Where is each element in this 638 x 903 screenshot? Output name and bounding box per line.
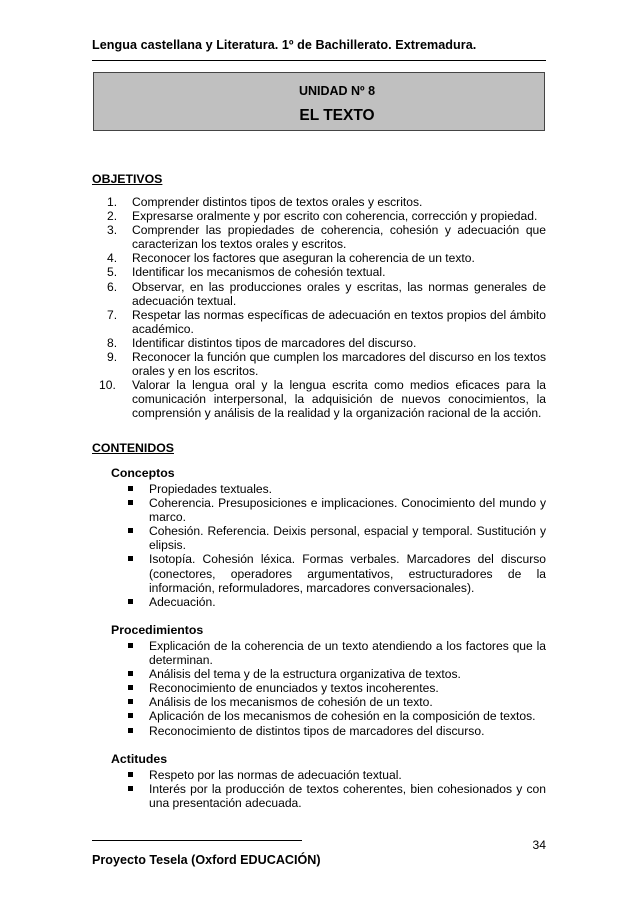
bullet-square-icon <box>128 528 133 533</box>
bullet-square-icon <box>128 772 133 777</box>
page-footer: Proyecto Tesela (Oxford EDUCACIÓN) <box>92 853 321 867</box>
objetivo-item: 2. Expresarse oralmente y por escrito con coherencia, corrección y propiedad. <box>107 209 538 224</box>
list-item: Reconocimiento de distintos tipos de marcadores del discurso. <box>120 724 546 738</box>
bullet-square-icon <box>128 671 133 676</box>
list-item: Análisis del tema y de la estructura organizativa de textos. <box>120 667 546 681</box>
conceptos-list <box>120 482 546 609</box>
objetivo-item: 10. Valorar la lengua oral y la lengua escrita como medios eficaces para la comunicación interpersonal, la adquisición de nuevos conocimientos, la comprensión y análisis de la realidad y la organización racional de la acción. <box>99 378 546 421</box>
page-header: Lengua castellana y Literatura. 1º de Bachillerato. Extremadura. <box>92 38 477 52</box>
list-item: Coherencia. Presuposiciones e implicaciones. Conocimiento del mundo y marco. <box>120 496 546 524</box>
contenidos-heading: CONTENIDOS <box>92 441 174 455</box>
procedimientos-heading: Procedimientos <box>111 623 204 637</box>
bullet-square-icon <box>128 699 133 704</box>
objetivo-item: 5. Identificar los mecanismos de cohesión textual. <box>107 265 386 280</box>
list-item: Propiedades textuales. <box>120 482 546 496</box>
unit-title: EL TEXTO <box>299 107 375 124</box>
objetivo-item: 4. Reconocer los factores que aseguran la coherencia de un texto. <box>107 251 475 266</box>
list-item: Adecuación. <box>120 595 546 609</box>
page-number: 34 <box>532 838 546 852</box>
bullet-square-icon <box>128 685 133 690</box>
bullet-square-icon <box>128 786 133 791</box>
bullet-square-icon <box>128 713 133 718</box>
actitudes-heading: Actitudes <box>111 752 168 766</box>
unit-number: UNIDAD Nº 8 <box>298 84 376 98</box>
unit-title-box <box>93 72 545 131</box>
bullet-square-icon <box>128 643 133 648</box>
objetivo-item: 6. Observar, en las producciones orales y escritas, las normas generales de adecuación textual. <box>107 279 546 308</box>
list-item: Aplicación de los mecanismos de cohesión en la composición de textos. <box>120 709 546 723</box>
header-divider <box>92 60 546 61</box>
list-item: Explicación de la coherencia de un texto atendiendo a los factores que la determinan. <box>120 639 546 667</box>
objetivo-item: 8. Identificar distintos tipos de marcadores del discurso. <box>107 335 417 350</box>
footer-divider <box>92 840 302 841</box>
list-item: Reconocimiento de enunciados y textos incoherentes. <box>120 681 546 695</box>
objetivo-item: 3. Comprender las propiedades de coherencia, cohesión y adecuación que caracterizan los textos orales y escritos. <box>107 223 546 252</box>
list-item: Interés por la producción de textos coherentes, bien cohesionados y con una presentación adecuada. <box>120 782 546 810</box>
objetivo-item: 9. Reconocer la función que cumplen los marcadores del discurso en los textos orales y en los escritos. <box>107 350 546 379</box>
list-item: Cohesión. Referencia. Deixis personal, espacial y temporal. Sustitución y elipsis. <box>120 524 546 552</box>
objetivo-item: 1. Comprender distintos tipos de textos orales y escritos. <box>107 195 423 209</box>
objetivos-heading: OBJETIVOS <box>92 172 163 186</box>
actitudes-list <box>120 768 546 810</box>
bullet-square-icon <box>128 728 133 733</box>
bullet-square-icon <box>128 500 133 505</box>
objetivos-list <box>99 195 546 421</box>
list-item: Análisis de los mecanismos de cohesión de un texto. <box>120 695 546 709</box>
list-item: Respeto por las normas de adecuación textual. <box>120 768 546 782</box>
list-item: Isotopía. Cohesión léxica. Formas verbales. Marcadores del discurso (conectores, operadores argumentativos, estructuradores de la información, reformuladores, marcadores conversacionales). <box>120 552 546 594</box>
bullet-square-icon <box>128 599 133 604</box>
bullet-square-icon <box>128 556 133 561</box>
conceptos-heading: Conceptos <box>111 466 175 480</box>
objetivo-item: 7. Respetar las normas específicas de adecuación en textos propios del ámbito académico. <box>107 307 546 336</box>
procedimientos-list <box>120 639 546 738</box>
bullet-square-icon <box>128 486 133 491</box>
